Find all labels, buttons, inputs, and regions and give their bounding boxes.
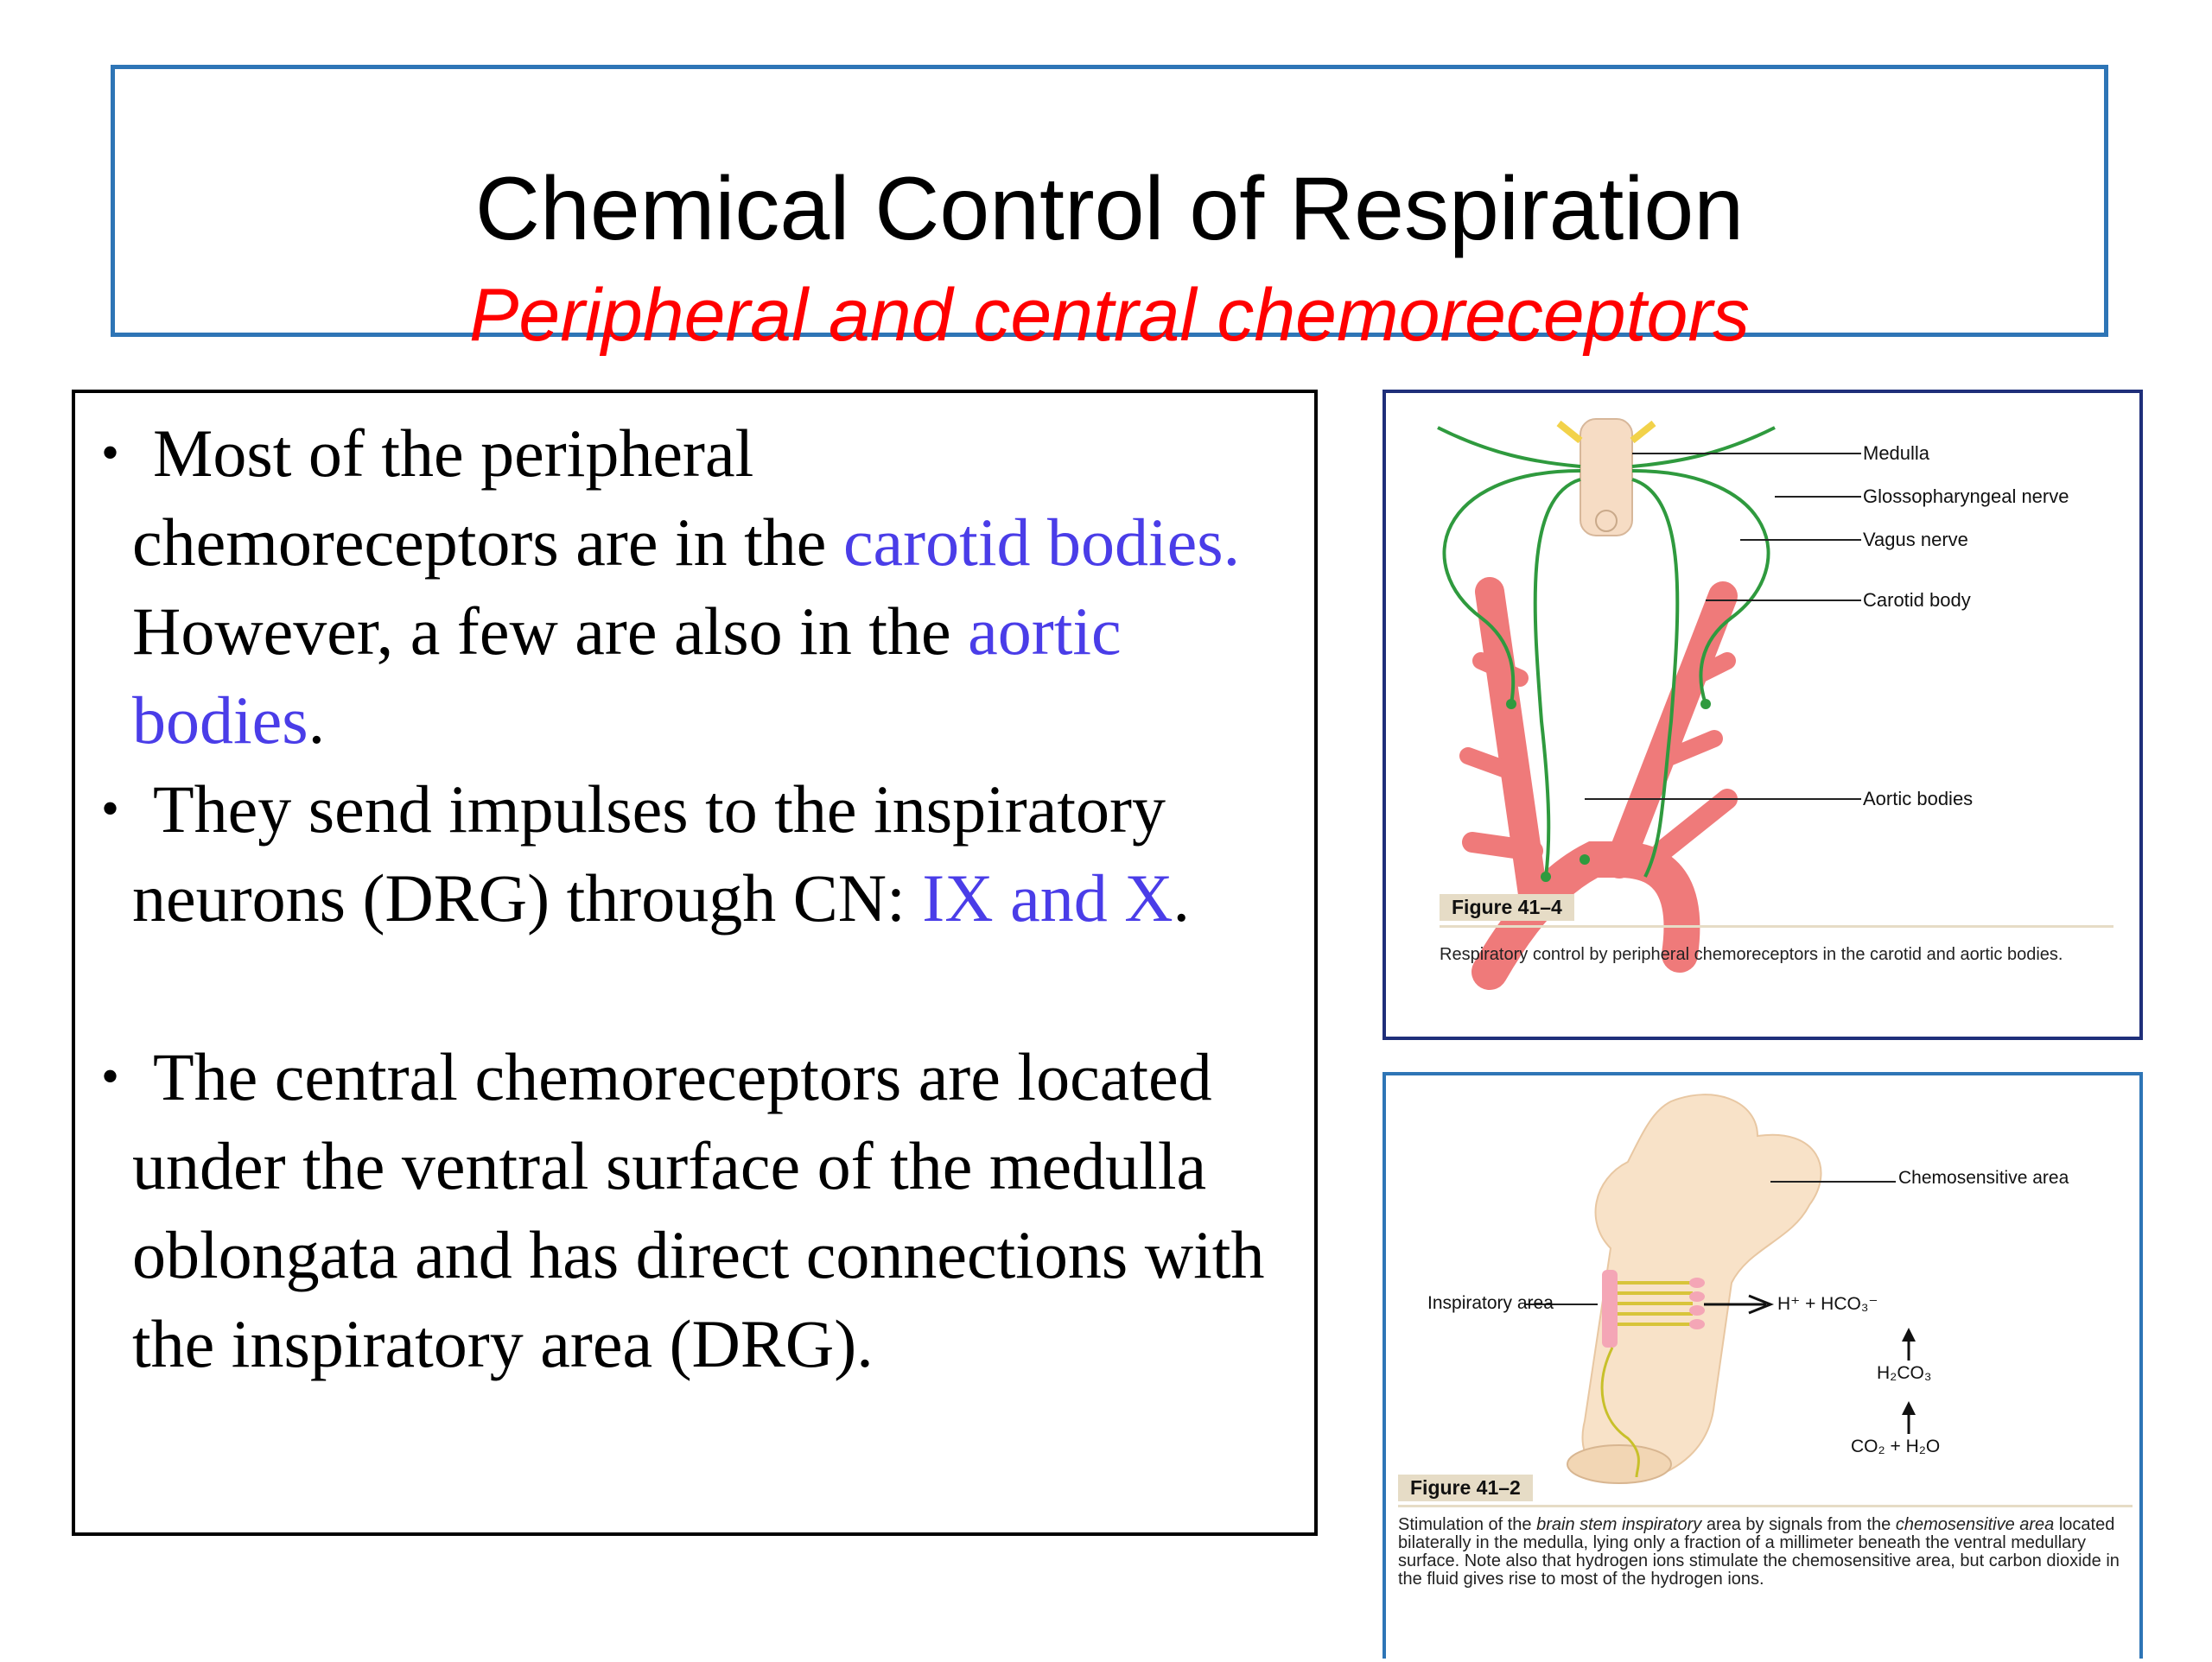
figure-caption xyxy=(1398,1516,2133,1589)
bullet-item-central xyxy=(101,1032,1297,1388)
bullet-item-peripheral xyxy=(101,409,1297,764)
figure-peripheral-chemoreceptors xyxy=(1382,390,2143,1040)
label-vagus-nerve: Vagus nerve xyxy=(1863,529,1968,550)
label-aortic-bodies: Aortic bodies xyxy=(1863,788,1974,809)
bullet-marker: • xyxy=(101,1048,120,1105)
bullet-text-segment: The central chemoreceptors are located under the ventral surface of the medulla oblongata and has direct connections with the inspiratory area (DRG). xyxy=(132,1039,1265,1381)
caption-italic-segment: brain stem inspiratory xyxy=(1536,1515,1702,1534)
label-medulla: Medulla xyxy=(1863,442,1930,464)
highlight-carotid-bodies: carotid bodies. xyxy=(842,504,1241,580)
figure-central-chemoreceptors xyxy=(1382,1072,2143,1659)
slide-title: Chemical Control of Respiration xyxy=(474,159,1745,259)
figure-rule xyxy=(1440,925,2113,928)
bullet-text-segment: . xyxy=(308,682,326,758)
label-chemosensitive-area: Chemosensitive area xyxy=(1898,1168,2069,1188)
slide-subtitle: Peripheral and central chemoreceptors xyxy=(469,274,1750,357)
label-h-hco3: H⁺ + HCO₃⁻ xyxy=(1777,1294,1878,1314)
label-inspiratory-area: Inspiratory area xyxy=(1427,1293,1554,1313)
title-box xyxy=(111,65,2108,357)
bullet-marker: • xyxy=(101,780,120,837)
caption-segment: area by signals from the xyxy=(1701,1515,1896,1534)
figure-tag: Figure 41–2 xyxy=(1398,1475,1533,1501)
label-co2-h2o: CO₂ + H₂O xyxy=(1851,1437,1941,1456)
caption-segment: Stimulation of the xyxy=(1398,1515,1537,1534)
highlight-cranial-nerves: IX and X xyxy=(922,860,1173,936)
bullet-text-segment: . xyxy=(1173,860,1191,936)
highlight-aortic-bodies: aortic bodies xyxy=(132,593,1122,758)
bullet-text xyxy=(132,1032,1297,1388)
caption-italic-segment: chemosensitive area xyxy=(1895,1515,2055,1534)
bullet-marker: • xyxy=(101,424,120,481)
bullet-text xyxy=(132,764,1297,942)
figure-caption: Respiratory control by peripheral chemoreceptors in the carotid and aortic bodies. xyxy=(1440,945,2063,964)
label-glossopharyngeal-nerve: Glossopharyngeal nerve xyxy=(1863,485,2069,507)
bullet-text-segment: However, a few are also in the xyxy=(132,593,969,669)
figure-rule xyxy=(1398,1505,2133,1507)
bullet-item-impulses xyxy=(101,764,1297,942)
bullet-text-segment: Most of the peripheral xyxy=(153,416,754,491)
bullet-text xyxy=(132,409,1297,764)
label-carotid-body: Carotid body xyxy=(1863,589,1971,611)
figure-tag: Figure 41–4 xyxy=(1440,894,1574,921)
caption-segment: located bilaterally in the medulla, lying only a fraction of a millimeter beneath the ventral medullary surface. Note also that hydrogen ions stimulate the chemosensitive area, but carbon dioxide in the fluid gives rise to most of the hydrogen ions. xyxy=(1398,1515,2120,1589)
label-h2co3: H₂CO₃ xyxy=(1877,1363,1932,1383)
bullet-text-box xyxy=(72,390,1318,1536)
bullet-text-segment: They send impulses to the inspiratory neurons (DRG) through CN: xyxy=(132,771,1166,936)
bullet-text-segment: chemoreceptors are in the xyxy=(132,504,843,580)
